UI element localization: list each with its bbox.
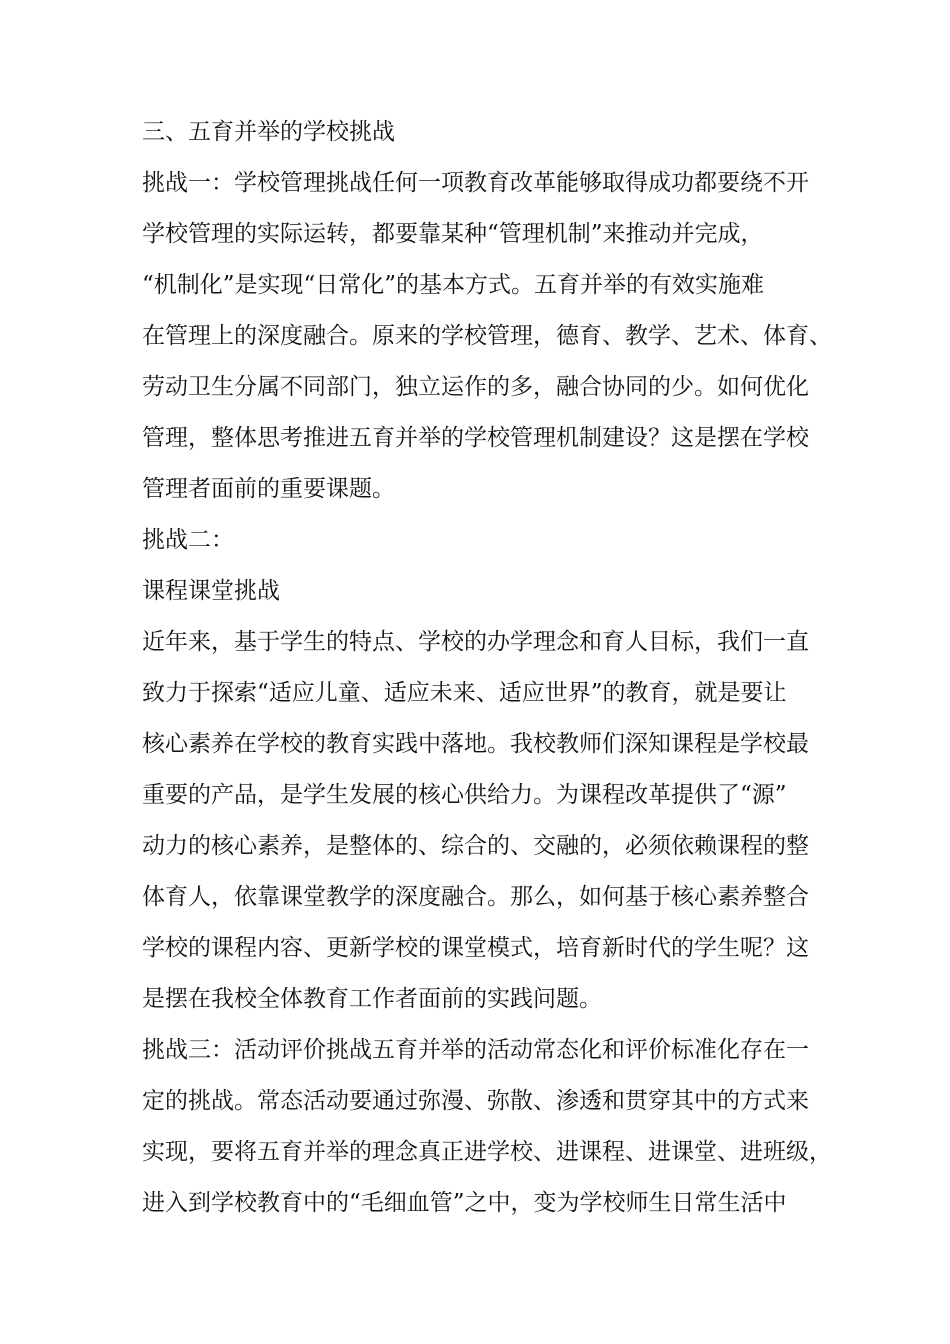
text-line: 挑战二：: [142, 527, 234, 553]
text-line: 管理，整体思考推进五育并举的学校管理机制建设？这是摆在学校: [142, 425, 809, 451]
text-line: 在管理上的深度融合。原来的学校管理，德育、教学、艺术、体育、: [142, 323, 832, 349]
text-line: 定的挑战。常态活动要通过弥漫、弥散、渗透和贯穿其中的方式来: [142, 1088, 809, 1114]
text-line: 课程课堂挑战: [142, 578, 280, 604]
text-line: 劳动卫生分属不同部门，独立运作的多，融合协同的少。如何优化: [142, 374, 809, 400]
text-line: 重要的产品，是学生发展的核心供给力。为课程改革提供了“源”: [142, 782, 787, 808]
text-line: 核心素养在学校的教育实践中落地。我校教师们深知课程是学校最: [142, 731, 809, 757]
text-line: 挑战三：活动评价挑战五育并举的活动常态化和评价标准化存在一: [142, 1037, 809, 1063]
text-line: 挑战一：学校管理挑战任何一项教育改革能够取得成功都要绕不开: [142, 170, 809, 196]
text-line: “机制化”是实现“日常化”的基本方式。五育并举的有效实施难: [142, 272, 765, 298]
text-line: 致力于探索“适应儿童、适应未来、适应世界”的教育，就是要让: [142, 680, 787, 706]
text-line: 进入到学校教育中的“毛细血管”之中，变为学校师生日常生活中: [142, 1190, 787, 1216]
text-line: 近年来，基于学生的特点、学校的办学理念和育人目标，我们一直: [142, 629, 809, 655]
text-line: 学校的课程内容、更新学校的课堂模式，培育新时代的学生呢？这: [142, 935, 809, 961]
text-line: 管理者面前的重要课题。: [142, 476, 395, 502]
text-line: 体育人，依靠课堂教学的深度融合。那么，如何基于核心素养整合: [142, 884, 809, 910]
text-line: 学校管理的实际运转，都要靠某种“管理机制”来推动并完成，: [142, 221, 764, 247]
text-line: 动力的核心素养，是整体的、综合的、交融的，必须依赖课程的整: [142, 833, 809, 859]
text-line: 是摆在我校全体教育工作者面前的实践问题。: [142, 986, 602, 1012]
section-heading: 三、五育并举的学校挑战: [142, 119, 395, 145]
text-line: 实现，要将五育并举的理念真正进学校、进课程、进课堂、进班级，: [142, 1139, 832, 1165]
